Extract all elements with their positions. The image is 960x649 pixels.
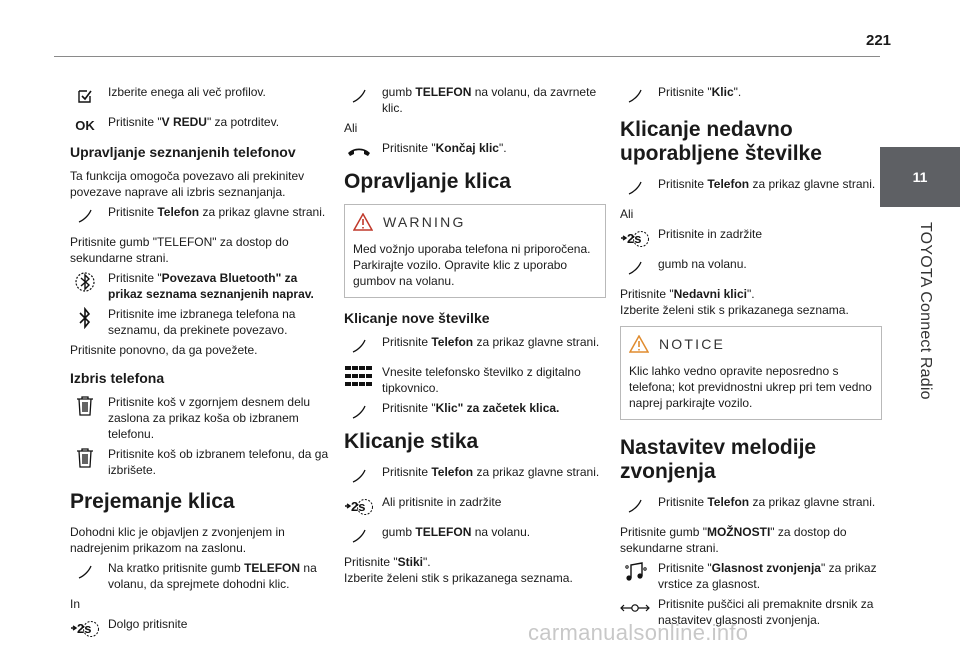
long-press-icon bbox=[70, 616, 100, 640]
paragraph: Ali bbox=[344, 121, 358, 135]
instruction-row bbox=[344, 524, 606, 542]
phone-handset-icon bbox=[620, 256, 650, 280]
long-press-icon bbox=[620, 226, 650, 250]
bluetooth-icon bbox=[70, 306, 100, 330]
phone-handset-icon bbox=[620, 494, 650, 518]
instruction-row bbox=[70, 114, 332, 132]
instruction-text: Pritisnite koš ob izbranem telefonu, da ga izbrišete. bbox=[108, 447, 329, 477]
instruction-text: Pritisnite "V REDU" za potrditev. bbox=[108, 115, 280, 129]
bluetooth-circle-icon bbox=[70, 270, 100, 294]
svg-text:2s: 2s bbox=[351, 499, 366, 514]
instruction-text: Izberite enega ali več profilov. bbox=[108, 85, 266, 99]
instruction-text: Pritisnite Telefon za prikaz glavne strani. bbox=[382, 465, 600, 479]
phone-handset-icon bbox=[344, 400, 374, 424]
paragraph: Izberite želeni stik s prikazanega seznama. bbox=[620, 303, 849, 317]
instruction-row bbox=[70, 270, 332, 302]
section-heading: Klicanje nedavno uporabljene številke bbox=[620, 118, 822, 165]
phone-handset-icon bbox=[344, 84, 374, 108]
column-1 bbox=[70, 84, 332, 638]
long-press-icon bbox=[344, 494, 374, 518]
instruction-text: Pritisnite "Končaj klic". bbox=[382, 141, 507, 155]
notice-text: Klic lahko vedno opravite neposredno s telefona; kot previdnostni ukrep pri tem vedno naprej parkirajte vozilo. bbox=[629, 364, 872, 410]
instruction-text: Pritisnite "Povezava Bluetooth" za prikaz seznama seznanjenih naprav. bbox=[108, 271, 314, 301]
instruction-text: Na kratko pritisnite gumb TELEFON na volanu, da sprejmete dohodni klic. bbox=[108, 561, 317, 591]
checkbox-select-icon bbox=[70, 84, 100, 108]
warning-triangle-icon bbox=[353, 213, 373, 231]
phone-handset-icon bbox=[70, 204, 100, 228]
paragraph: Dohodni klic je objavljen z zvonjenjem in nadrejenim prikazom na zaslonu. bbox=[70, 525, 285, 555]
instruction-row bbox=[344, 140, 606, 158]
instruction-text: Pritisnite puščici ali premaknite drsnik za nastavitev glasnosti zvonjenja. bbox=[658, 597, 874, 627]
paragraph: Ta funkcija omogoča povezavo ali prekinitev povezave naprave ali izbris seznanjanja. bbox=[70, 169, 305, 199]
instruction-row bbox=[344, 464, 606, 482]
trash-icon bbox=[70, 394, 100, 418]
warning-box bbox=[344, 204, 606, 298]
top-rule bbox=[54, 56, 880, 57]
paragraph: Pritisnite gumb "TELEFON" za dostop do sekundarne strani. bbox=[70, 235, 289, 265]
section-heading: Prejemanje klica bbox=[70, 490, 235, 513]
instruction-row bbox=[620, 226, 882, 244]
instruction-text: Pritisnite Telefon za prikaz glavne strani. bbox=[108, 205, 326, 219]
paragraph: Izberite želeni stik s prikazanega seznama. bbox=[344, 571, 573, 585]
paragraph: Ali bbox=[620, 207, 634, 221]
instruction-row bbox=[70, 446, 332, 478]
instruction-text: Dolgo pritisnite bbox=[108, 617, 188, 631]
instruction-row bbox=[620, 256, 882, 274]
instruction-row bbox=[620, 176, 882, 194]
instruction-row bbox=[344, 400, 606, 418]
paragraph: Pritisnite ponovno, da ga povežete. bbox=[70, 343, 258, 357]
warning-title: WARNING bbox=[383, 214, 466, 230]
trash-icon bbox=[70, 446, 100, 470]
instruction-row bbox=[344, 334, 606, 352]
instruction-text: Pritisnite "Klic". bbox=[658, 85, 742, 99]
instruction-text: Vnesite telefonsko številko z digitalno tipkovnico. bbox=[382, 365, 581, 395]
instruction-text: Pritisnite in zadržite bbox=[658, 227, 763, 241]
instruction-text: Pritisnite Telefon za prikaz glavne strani. bbox=[382, 335, 600, 349]
notice-triangle-icon bbox=[629, 335, 649, 353]
ok-icon: OK bbox=[75, 118, 95, 133]
instruction-row bbox=[70, 84, 332, 102]
paragraph: Pritisnite gumb "MOŽNOSTI" za dostop do sekundarne strani. bbox=[620, 525, 847, 555]
phone-handset-icon bbox=[344, 464, 374, 488]
instruction-text: gumb TELEFON na volanu, da zavrnete klic. bbox=[382, 85, 597, 115]
svg-text:2s: 2s bbox=[77, 621, 92, 636]
section-heading: Klicanje stika bbox=[344, 430, 479, 453]
notice-header bbox=[629, 333, 873, 355]
instruction-row bbox=[620, 494, 882, 512]
instruction-row bbox=[344, 494, 606, 512]
section-heading: Opravljanje klica bbox=[344, 170, 511, 193]
instruction-text: Pritisnite ime izbranega telefona na seznamu, da prekinete povezavo. bbox=[108, 307, 296, 337]
instruction-row bbox=[70, 560, 332, 592]
notice-box bbox=[620, 326, 882, 420]
instruction-text: Pritisnite Telefon za prikaz glavne strani. bbox=[658, 495, 876, 509]
phone-handset-icon bbox=[344, 334, 374, 358]
instruction-text: Pritisnite "Glasnost zvonjenja" za prikaz vrstice za glasnost. bbox=[658, 561, 877, 591]
music-note-icon bbox=[620, 560, 650, 584]
instruction-row bbox=[620, 560, 882, 592]
chapter-tab: 11 bbox=[880, 147, 960, 207]
section-heading: Izbris telefona bbox=[70, 370, 165, 386]
section-heading: Klicanje nove številke bbox=[344, 310, 490, 326]
warning-header bbox=[353, 211, 597, 233]
watermark: carmanualsonline.info bbox=[528, 620, 749, 645]
phone-handset-icon bbox=[620, 84, 650, 108]
phone-handset-icon bbox=[344, 524, 374, 548]
svg-text:2s: 2s bbox=[627, 231, 642, 246]
instruction-row bbox=[70, 394, 332, 442]
instruction-text: Pritisnite "Klic" za začetek klica. bbox=[382, 401, 560, 415]
instruction-row bbox=[620, 84, 882, 102]
section-heading: Upravljanje seznanjenih telefonov bbox=[70, 144, 296, 160]
paragraph: Pritisnite "Nedavni klici". bbox=[620, 287, 755, 301]
phone-handset-icon bbox=[620, 176, 650, 200]
hang-up-icon bbox=[344, 140, 374, 164]
paragraph: Pritisnite "Stiki". bbox=[344, 555, 431, 569]
column-2 bbox=[344, 84, 606, 590]
instruction-row bbox=[344, 364, 606, 396]
instruction-text: gumb TELEFON na volanu. bbox=[382, 525, 531, 539]
keypad-icon bbox=[344, 364, 374, 388]
instruction-text: gumb na volanu. bbox=[658, 257, 747, 271]
section-heading: Nastavitev melodije zvonjenja bbox=[620, 436, 817, 483]
instruction-row bbox=[70, 306, 332, 338]
instruction-text: Pritisnite koš v zgornjem desnem delu zaslona za prikaz koša ob izbranem telefonu. bbox=[108, 395, 311, 441]
instruction-row bbox=[70, 616, 332, 634]
page-number: 221 bbox=[866, 32, 892, 49]
phone-handset-icon bbox=[70, 560, 100, 584]
paragraph: In bbox=[70, 597, 81, 611]
slider-arrows-icon bbox=[620, 596, 650, 620]
chapter-title: TOYOTA Connect Radio bbox=[917, 222, 934, 400]
column-3 bbox=[620, 84, 882, 632]
notice-title: NOTICE bbox=[659, 336, 726, 352]
instruction-row bbox=[70, 204, 332, 222]
warning-text: Med vožnjo uporaba telefona ni priporočena. Parkirajte vozilo. Opravite klic z uporabo gumbov na volanu. bbox=[353, 242, 591, 288]
instruction-text: Pritisnite Telefon za prikaz glavne strani. bbox=[658, 177, 876, 191]
instruction-row bbox=[344, 84, 606, 116]
instruction-text: Ali pritisnite in zadržite bbox=[382, 495, 502, 509]
